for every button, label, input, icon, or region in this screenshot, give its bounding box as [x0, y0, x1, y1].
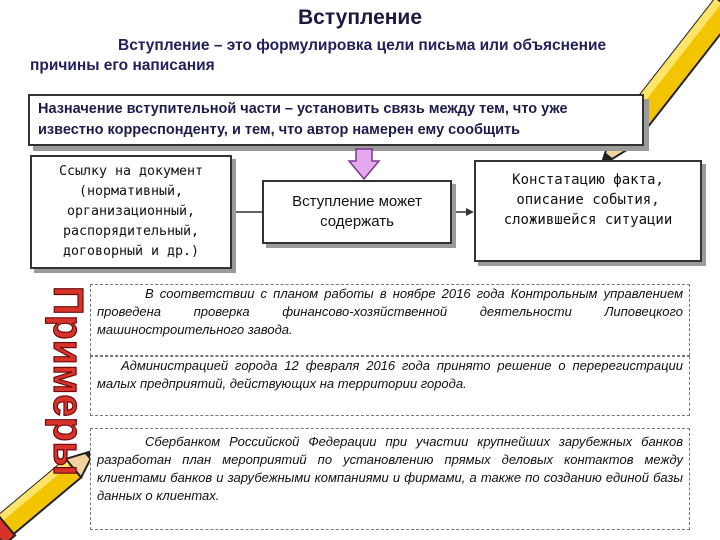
definition-content: Вступление – это формулировка цели письма или объяснение причины его написания: [30, 37, 607, 74]
example-text: Сбербанком Российской Федерации при участии крупнейших зарубежных банков разработан план мероприятий по установлению прямых деловых контактов между клиентами банков и зарубежными компаниями и фирмами, а также по созданию единой базы данных о клиентах.: [97, 434, 683, 503]
slide-title: Вступление: [297, 6, 423, 29]
svg-text:Примеры: Примеры: [45, 286, 92, 484]
fact-statement-box: Констатацию факта, описание события, сложившейся ситуации: [474, 160, 702, 262]
intro-contents-box: Вступление может содержать: [262, 180, 452, 244]
example-item: [90, 428, 690, 530]
example-item: [90, 356, 690, 416]
example-text: В соответствии с планом работы в ноябре 2016 года Контрольным управлением проведена проверка финансово-хозяйственной деятельности Липовецкого машиностроительного завода.: [97, 286, 683, 337]
example-item: [90, 284, 690, 356]
example-text: Администрацией города 12 февраля 2016 года принято решение о перерегистрации малых предприятий, действующих на территории города.: [97, 358, 683, 391]
purpose-box: Назначение вступительной части – установить связь между тем, что уже известно корреспонденту, и тем, что автор намерен ему сообщить: [28, 94, 644, 146]
document-reference-box: Ссылку на документ (нормативный, организационный, распорядительный, договорный и др.): [30, 155, 232, 269]
examples-label: [14, 282, 92, 484]
